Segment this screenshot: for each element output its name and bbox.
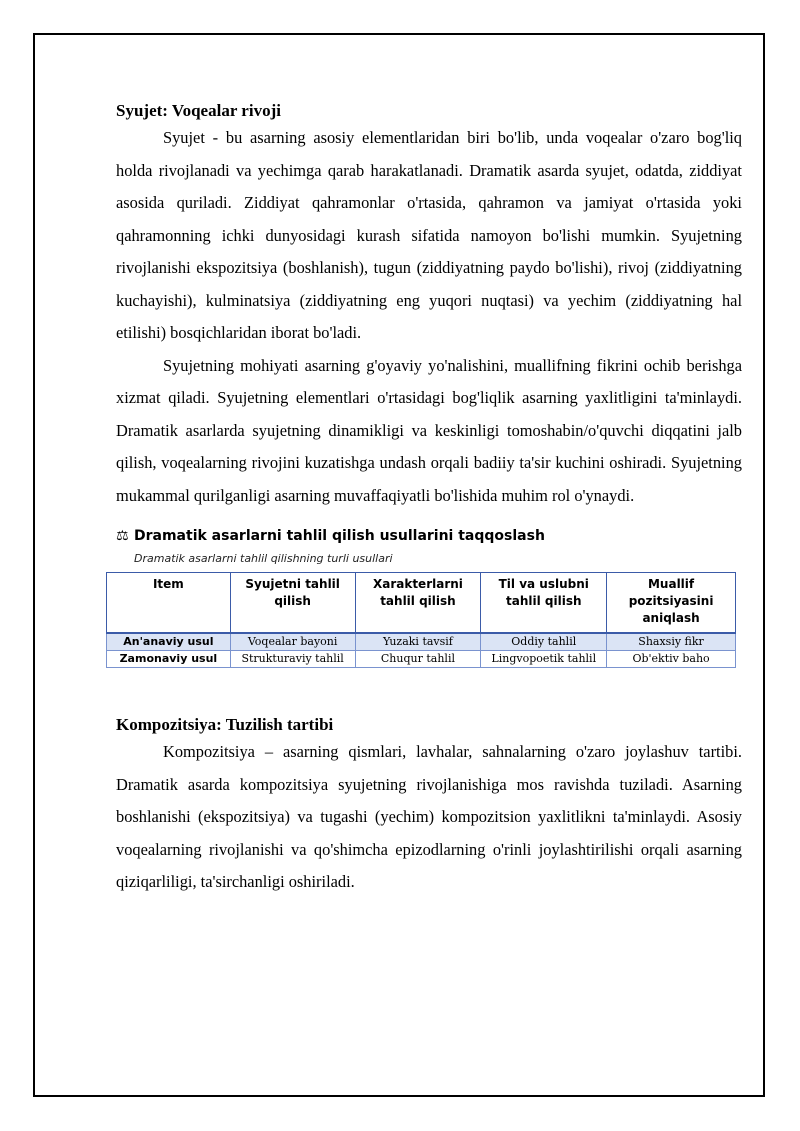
paragraph-syujet-1: Syujet - bu asarning asosiy elementlaridan biri bo'lib, unda voqealar o'zaro bog'liq holda rivojlanadi va yechimga qarab harakatlanadi. Dramatik asarda syujet, odatda, ziddiyat asosida quriladi. Ziddiyat qahramonlar o'rtasida, qahramon va jamiyat o'rtasida yoki qahramonning ichki dunyosidagi kurash sifatida namoyon bo'lishi mumkin. Syujetning rivojlanishi ekspozitsiya (boshlanish), tugun (ziddiyatning paydo bo'lishi), rivoj (ziddiyatning kuchayishi), kulminatsiya (ziddiyatning eng yuqori nuqtasi) va yechim (ziddiyatning hal etilishi) bosqichlaridan iborat bo'ladi. (116, 128, 742, 342)
table-header-cell: Til va uslubni tahlil qilish (481, 573, 607, 634)
table-header-cell: Item (107, 573, 231, 634)
table-cell: Oddiy tahlil (481, 633, 607, 651)
document-body (116, 94, 742, 899)
table-row (107, 633, 736, 651)
table-cell: Strukturaviy tahlil (230, 651, 355, 668)
table-cell: Yuzaki tavsif (355, 633, 481, 651)
table-title: Dramatik asarlarni tahlil qilish usullarini taqqoslash (134, 528, 545, 544)
table-row (107, 651, 736, 668)
table-cell: Lingvopoetik tahlil (481, 651, 607, 668)
table-header-cell: Muallif pozitsiyasini aniqlash (607, 573, 736, 634)
table-header-cell: Xarakterlarni tahlil qilish (355, 573, 481, 634)
comparison-table (106, 572, 736, 668)
table-caption (116, 526, 742, 567)
section-heading-syujet: Syujet: Voqealar rivoji (116, 101, 281, 120)
table-title-row (116, 526, 742, 546)
section-heading-kompozitsiya: Kompozitsiya: Tuzilish tartibi (116, 715, 334, 734)
table-cell: Shaxsiy fikr (607, 633, 736, 651)
table-cell: Ob'ektiv baho (607, 651, 736, 668)
table-cell: Voqealar bayoni (230, 633, 355, 651)
scale-icon: ⚖ (116, 528, 129, 544)
paragraph-syujet-2: Syujetning mohiyati asarning g'oyaviy yo'nalishini, muallifning fikrini ochib berishga xizmat qiladi. Syujetning elementlari o'rtasidagi bog'liqlik asarning yaxlitligini ta'minlaydi. Dramatik asarlarda syujetning dinamikligi va keskinligi tomoshabin/o'quvchi diqqatini jalb qilish, voqealarning rivojini kuzatishga undash orqali badiiy ta'sir kuchini oshiradi. Syujetning mukammal qurilganligi asarning muvaffaqiyatli bo'lishida muhim rol o'ynaydi. (116, 355, 742, 505)
paragraph-kompozitsiya-1: Kompozitsiya – asarning qismlari, lavhalar, sahnalarning o'zaro joylashuv tartibi. Dramatik asarda kompozitsiya syujetning rivojlanishiga mos ravishda tuziladi. Asarning boshlanishi (ekspozitsiya) va tugashi (yechim) kompozitsion yaxlitlikni ta'minlaydi. Asosiy voqealarning rivojlanishi va qo'shimcha epizodlarning o'rinli joylashtirilishi orqali asarning qiziqarliligi, ta'sirchanligi oshiriladi. (116, 742, 742, 891)
table-cell: Chuqur tahlil (355, 651, 481, 668)
table-header-row (107, 573, 736, 634)
table-row-header: An'anaviy usul (107, 633, 231, 651)
table-subtitle: Dramatik asarlarni tahlil qilishning turli usullari (134, 552, 393, 565)
table-header-cell: Syujetni tahlil qilish (230, 573, 355, 634)
table-row-header: Zamonaviy usul (107, 651, 231, 668)
